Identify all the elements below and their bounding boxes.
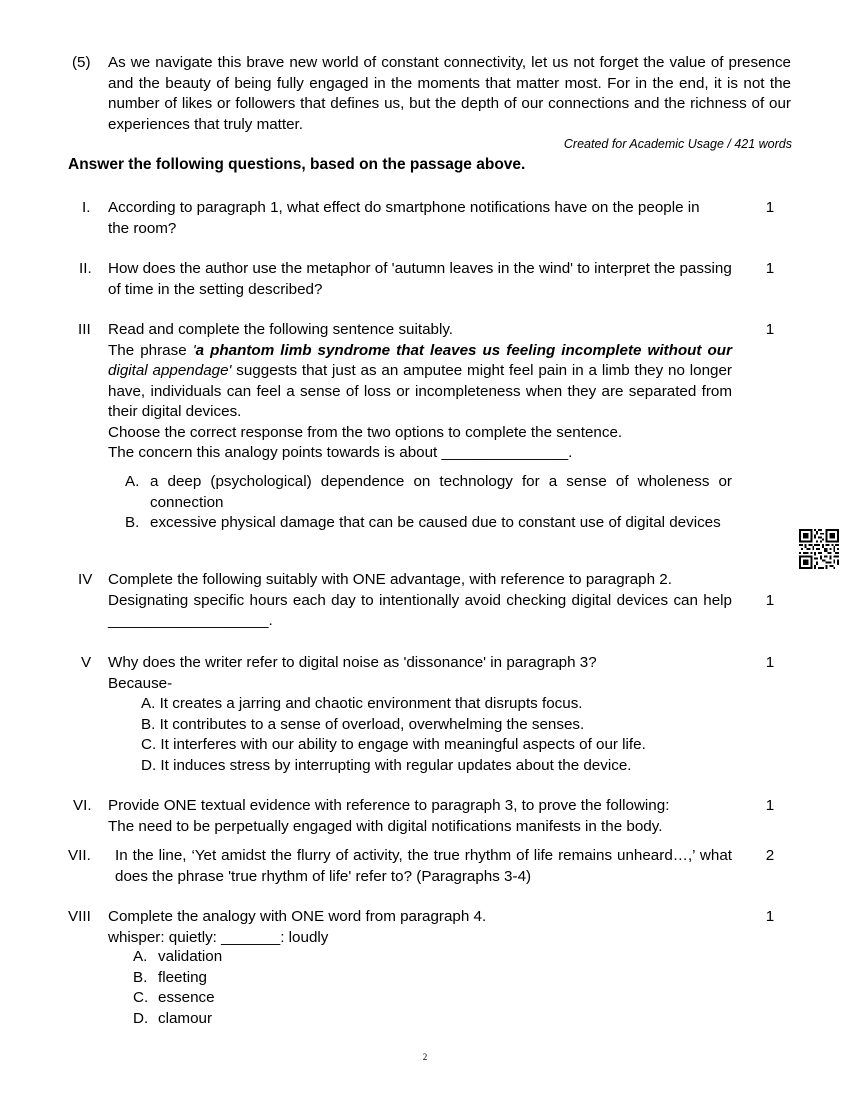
option-label: B. [133,968,148,986]
option [125,472,732,513]
question-intro: Read and complete the following sentence suitably. [108,321,454,338]
option-label: D. [133,1009,149,1027]
question-body [108,570,732,632]
question-marks: 1 [765,908,775,925]
option-text: essence [158,989,215,1006]
option-text: excessive physical damage that can be caused due to constant use of digital devices [150,514,721,531]
because-label: Because- [108,674,173,692]
question-prompt: Designating specific hours each day to intentionally avoid checking digital devices can help ___________________. [108,591,732,629]
sentence-stem: The concern this analogy points towards is about _______________. [108,444,573,461]
option-text: validation [158,948,223,965]
question-text: In the line, ‘Yet amidst the flurry of activity, the true rhythm of life remains unheard…,’ what does the phrase 'true rhythm of life' refer to? (Paragraphs 3-4) [115,847,732,885]
option-label: C. [133,989,149,1006]
question-number: V [81,654,92,671]
question-prompt: The need to be perpetually engaged with digital notifications manifests in the body. [108,817,663,835]
option-label: A. [125,473,140,490]
question-number: III [78,321,91,338]
question-number: II. [79,260,92,277]
question-marks: 1 [765,199,775,216]
phrase-prefix: The phrase [108,341,193,359]
options-list [125,472,732,534]
option: C. It interferes with our ability to engage with meaningful aspects of our life. [141,736,646,753]
option [133,947,433,968]
option: D. It induces stress by interrupting with regular updates about the device. [141,756,632,774]
question-marks: 1 [765,321,775,338]
passage-credit: Created for Academic Usage / 421 words [563,137,792,151]
question-text: Complete the analogy with ONE word from paragraph 4. [108,908,487,925]
choose-instruction: Choose the correct response from the two options to complete the sentence. [108,423,623,441]
option-label: A. [133,948,148,965]
paragraph-number: (5) [72,54,91,71]
question-number: VII. [68,847,91,864]
question-number: I. [82,199,91,216]
question-text: Why does the writer refer to digital noise as 'dissonance' in paragraph 3? [108,654,597,671]
question-text: According to paragraph 1, what effect do smartphone notifications have on the people in the room? [108,199,700,237]
question-number: VI. [73,797,92,814]
option-text: clamour [158,1009,213,1027]
question-marks: 2 [765,847,775,864]
passage-paragraph: As we navigate this brave new world of constant connectivity, let us not forget the value of presence and the beauty of being fully engaged in the moments that matter most. For in the end, it is not the number of likes or followers that defines us, but the depth of our connections and the richness of our experiences that truly matter. [108,54,791,133]
quoted-phrase-tail: digital appendage' [108,362,232,379]
qr-code-icon [799,529,839,569]
option [133,968,433,989]
question-text: How does the author use the metaphor of 'autumn leaves in the wind' to interpret the passing of time in the setting described? [108,260,732,298]
question-text: Provide ONE textual evidence with reference to paragraph 3, to prove the following: [108,797,670,814]
option-text: fleeting [158,968,207,986]
question-body [108,653,732,694]
quoted-phrase: a phantom limb syndrome that leaves us feeling incomplete without our [195,341,732,359]
analogy-prompt: whisper: quietly: _______: loudly [108,928,329,946]
options-list [133,947,433,1029]
option-text: a deep (psychological) dependence on technology for a sense of wholeness or connection [150,473,732,511]
option-label: B. [125,514,140,531]
question-marks: 1 [765,654,775,671]
options-list [141,694,741,776]
question-body [108,320,732,464]
option: B. It contributes to a sense of overload, overwhelming the senses. [141,715,585,733]
question-number: IV [78,571,93,588]
question-marks: 1 [765,260,775,277]
quoted-phrase-paragraph [108,341,732,423]
question-number: VIII [68,908,91,925]
quote-mark: ' [192,341,196,359]
option [133,988,433,1009]
instructions-heading: Answer the following questions, based on the passage above. [68,156,526,173]
question-marks: 1 [765,592,775,609]
page-number: 2 [422,1052,428,1062]
question-text: Complete the following suitably with ONE advantage, with reference to paragraph 2. [108,571,672,588]
option [133,1009,433,1030]
option [125,513,732,534]
question-body [108,796,748,837]
question-marks: 1 [765,797,775,814]
option: A. It creates a jarring and chaotic environment that disrupts focus. [141,695,583,712]
phrase-explanation: suggests that just as an amputee might feel pain in a limb they no longer have, individuals can feel a sense of loss or incompleteness when they are separated from their digital devices. [108,362,732,420]
question-body [108,907,732,948]
